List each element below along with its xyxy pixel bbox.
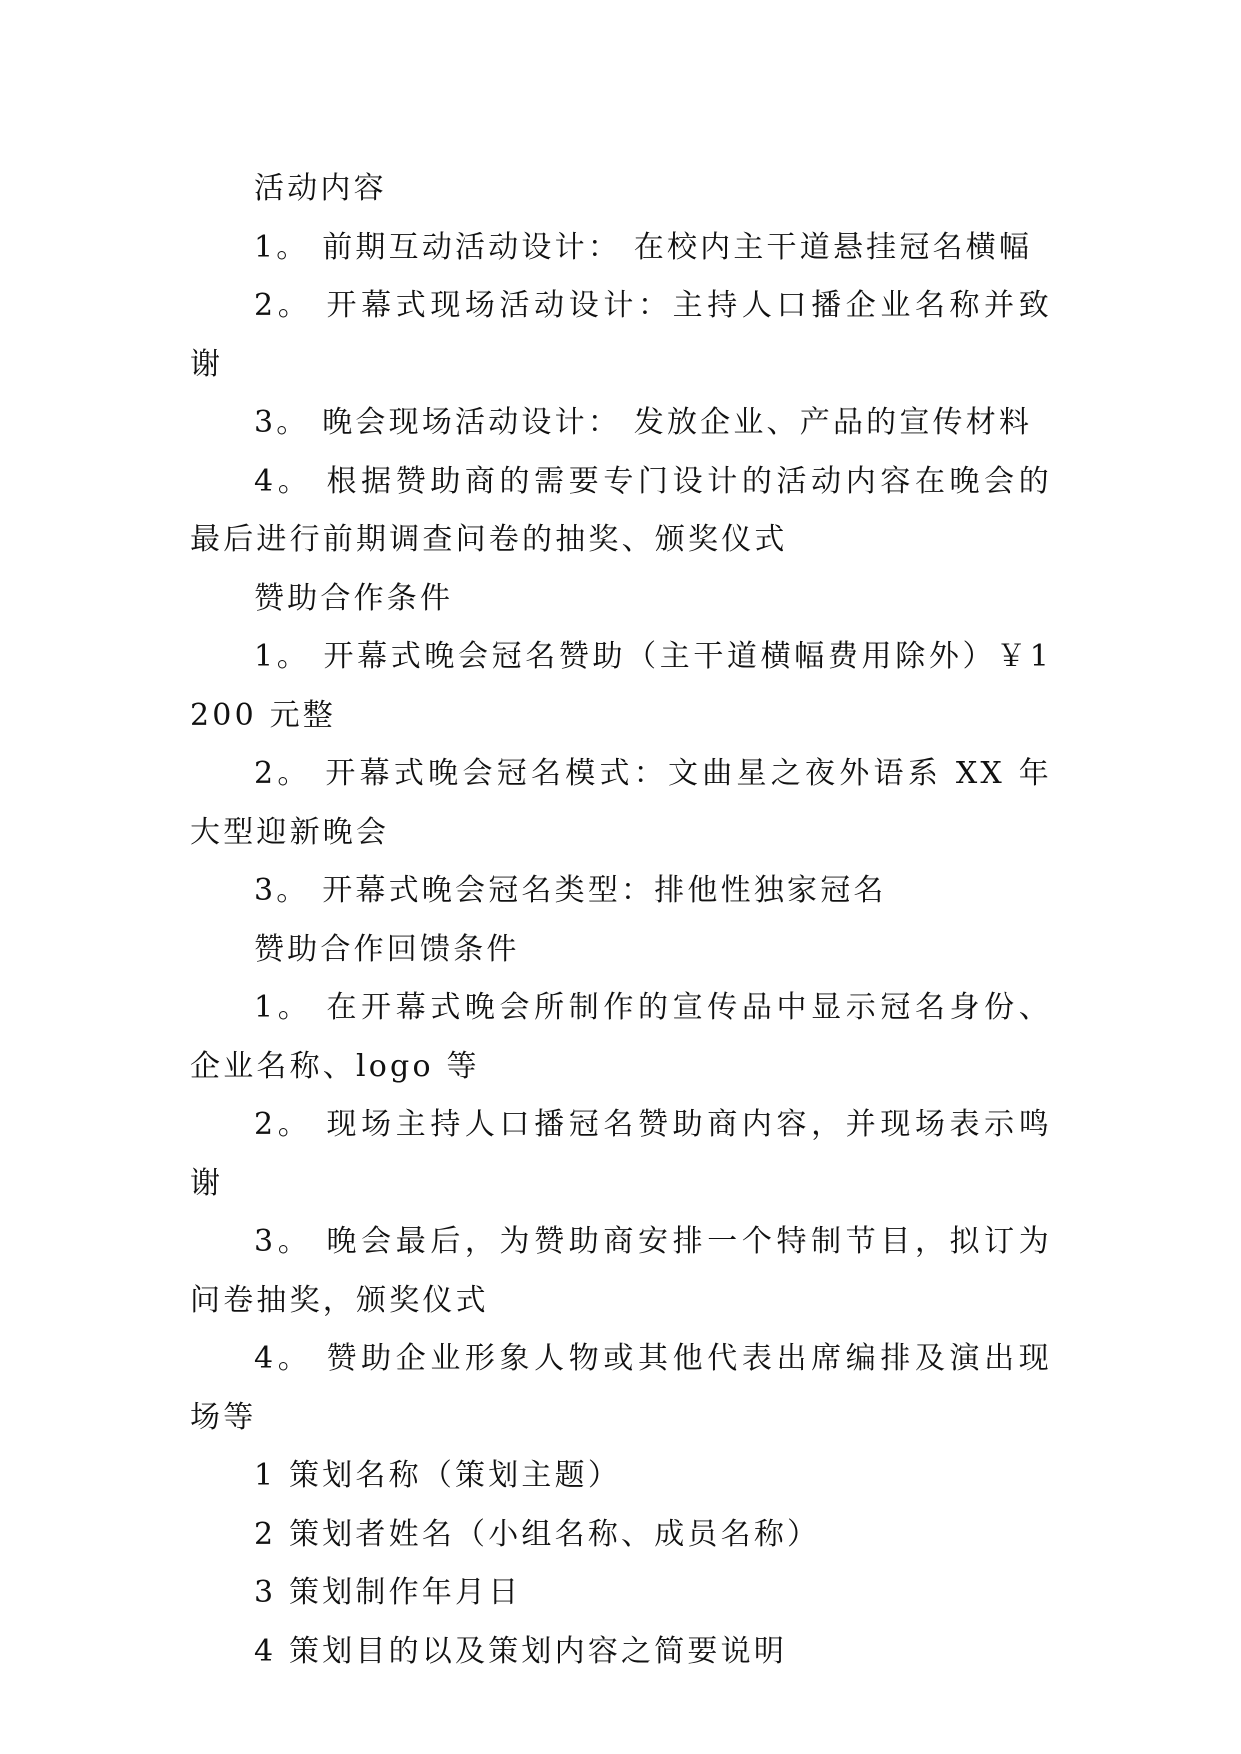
plan-outline — [190, 1447, 1052, 1681]
plan-item-1: 1 策划名称（策划主题） — [254, 1458, 622, 1493]
section-title-sponsor-conditions: 赞助合作条件 — [254, 580, 454, 616]
activity-item-2: 2。 开幕式现场活动设计：主持人口播企业名称并致谢 — [190, 288, 1052, 382]
plan-item-2: 2 策划者姓名（小组名称、成员名称） — [254, 1516, 821, 1552]
activity-item-1: 1。 前期互动活动设计： 在校内主干道悬挂冠名横幅 — [254, 229, 1033, 265]
section-title-sponsor-rewards: 赞助合作回馈条件 — [254, 931, 520, 967]
section-title-activity-content: 活动内容 — [254, 171, 387, 206]
sponsor-reward-4: 4。 赞助企业形象人物或其他代表出席编排及演出现场等 — [190, 1341, 1052, 1435]
sponsor-condition-2: 2。 开幕式晚会冠名模式：文曲星之夜外语系 XX 年大型迎新晚会 — [190, 756, 1052, 850]
plan-item-4: 4 策划目的以及策划内容之简要说明 — [254, 1633, 788, 1669]
plan-item-3: 3 策划制作年月日 — [254, 1575, 522, 1610]
sponsor-reward-1: 1。 在开幕式晚会所制作的宣传品中显示冠名身份、企业名称、logo 等 — [190, 990, 1052, 1084]
sponsor-reward-3: 3。 晚会最后，为赞助商安排一个特制节目，拟订为问卷抽奖，颁奖仪式 — [190, 1224, 1052, 1318]
document-body — [190, 160, 1052, 1681]
sponsor-reward-2: 2。 现场主持人口播冠名赞助商内容，并现场表示鸣谢 — [190, 1107, 1052, 1201]
sponsor-condition-1: 1。 开幕式晚会冠名赞助（主干道横幅费用除外）￥1200 元整 — [190, 639, 1052, 733]
sponsor-condition-3: 3。 开幕式晚会冠名类型：排他性独家冠名 — [254, 873, 887, 908]
activity-item-4: 4。 根据赞助商的需要专门设计的活动内容在晚会的最后进行前期调查问卷的抽奖、颁奖仪式 — [190, 463, 1052, 557]
activity-item-3: 3。 晚会现场活动设计： 发放企业、产品的宣传材料 — [254, 405, 1033, 440]
